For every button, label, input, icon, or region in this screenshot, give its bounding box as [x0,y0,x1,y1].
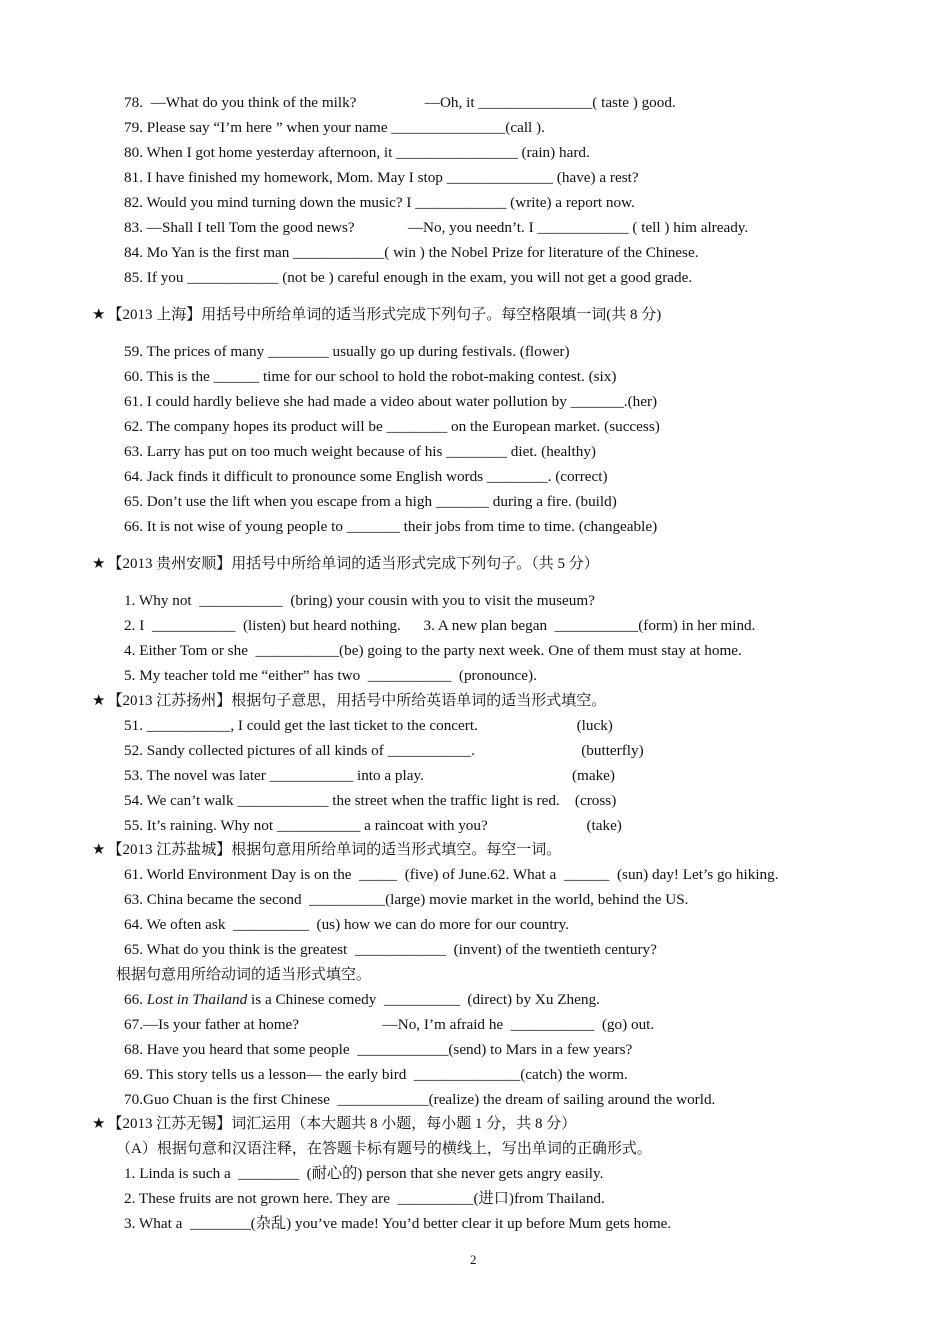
question-69: 69. This story tells us a lesson— the early bird ______________(catch) the worm. [124,1066,628,1083]
question-65: 65. Don’t use the lift when you escape from a high _______ during a fire. (build) [124,493,617,510]
question-70: 70.Guo Chuan is the first Chinese ____________(realize) the dream of sailing around the world. [124,1091,716,1108]
question-62: 62. The company hopes its product will be ________ on the European market. (success) [124,418,660,435]
question-64: 64. We often ask __________ (us) how we can do more for our country. [124,916,570,933]
question-2: 2. These fruits are not grown here. They are __________(进口)from Thailand. [124,1190,605,1207]
question-85: 85. If you ____________ (not be ) careful enough in the exam, you will not get a good grade. [124,269,693,286]
star-icon: ★ [92,842,106,858]
question-63: 63. China became the second __________(large) movie market in the world, behind the US. [124,891,689,908]
question-5: 5. My teacher told me “either” has two ___________ (pronounce). [124,667,537,684]
question-61: 61. I could hardly believe she had made a video about water pollution by _______.(her) [124,393,658,410]
section-heading-wuxi [92,1114,576,1134]
question-1: 1. Linda is such a ________ (耐心的) person that she never gets angry easily. [124,1165,604,1182]
question-1: 1. Why not ___________ (bring) your cousin with you to visit the museum? [124,592,595,609]
star-icon: ★ [92,556,106,572]
star-icon: ★ [92,693,106,709]
question-83: 83. —Shall I tell Tom the good news? —No, you needn’t. I ____________ ( tell ) him already. [124,219,749,236]
question-79: 79. Please say “I’m here ” when your name _______________(call ). [124,119,545,136]
heading-text: 【2013 江苏盐城】根据句意用所给单词的适当形式填空。每空一词。 [107,842,562,858]
question-51: 51. ___________, I could get the last ticket to the concert. (luck) [124,717,613,734]
question-53: 53. The novel was later ___________ into a play. (make) [124,767,615,784]
question-4: 4. Either Tom or she ___________(be) going to the party next week. One of them must stay at home. [124,642,742,659]
question-84: 84. Mo Yan is the first man ____________( win ) the Nobel Prize for literature of the Chinese. [124,244,699,261]
question-66: 66. It is not wise of young people to _______ their jobs from time to time. (changeable) [124,518,658,535]
question-3: 3. What a ________(杂乱) you’ve made! You’d better clear it up before Mum gets home. [124,1215,672,1232]
question-text: is a Chinese comedy __________ (direct) by Xu Zheng. [247,991,600,1008]
question-54: 54. We can’t walk ____________ the street when the traffic light is red. (cross) [124,792,617,809]
page-number: 2 [470,1252,477,1267]
instruction-subheading: （A）根据句意和汉语注释，在答题卡标有题号的横线上，写出单词的正确形式。 [116,1141,652,1157]
question-67: 67.—Is your father at home? —No, I’m afraid he ___________ (go) out. [124,1016,655,1033]
section-heading-yancheng [92,840,561,860]
instruction-subheading: 根据句意用所给动词的适当形式填空。 [116,967,372,983]
star-icon: ★ [92,307,106,323]
question-63: 63. Larry has put on too much weight because of his ________ diet. (healthy) [124,443,596,460]
question-55: 55. It’s raining. Why not ___________ a raincoat with you? (take) [124,817,622,834]
question-52: 52. Sandy collected pictures of all kinds of ___________. (butterfly) [124,742,644,759]
star-icon: ★ [92,1116,106,1132]
movie-title: Lost in Thailand [146,991,248,1008]
heading-text: 【2013 江苏无锡】词汇运用（本大题共 8 小题，每小题 1 分，共 8 分） [107,1116,577,1132]
question-61-62: 61. World Environment Day is on the _____ (five) of June.62. What a ______ (sun) day! Let’s go hiking. [124,866,779,883]
question-64: 64. Jack finds it difficult to pronounce some English words ________. (correct) [124,468,608,485]
question-2-3: 2. I ___________ (listen) but heard nothing. 3. A new plan began ___________(form) in her mind. [124,617,756,634]
question-60: 60. This is the ______ time for our school to hold the robot-making contest. (six) [124,368,617,385]
question-80: 80. When I got home yesterday afternoon, it ________________ (rain) hard. [124,144,590,161]
question-number: 66. [124,991,147,1008]
section-heading-yangzhou [92,691,606,711]
question-81: 81. I have finished my homework, Mom. May I stop ______________ (have) a rest? [124,169,639,186]
section-heading-shanghai [92,305,661,325]
heading-text: 【2013 江苏扬州】根据句子意思，用括号中所给英语单词的适当形式填空。 [107,693,607,709]
question-78: 78. —What do you think of the milk? —Oh, it _______________( taste ) good. [124,94,676,111]
question-65: 65. What do you think is the greatest ____________ (invent) of the twentieth century? [124,941,657,958]
section-heading-guizhou [92,554,599,574]
question-68: 68. Have you heard that some people ____________(send) to Mars in a few years? [124,1041,633,1058]
question-59: 59. The prices of many ________ usually go up during festivals. (flower) [124,343,570,360]
heading-text: 【2013 上海】用括号中所给单词的适当形式完成下列句子。每空格限填一词(共 8 分) [107,307,662,323]
question-66 [124,990,600,1010]
question-82: 82. Would you mind turning down the music? I ____________ (write) a report now. [124,194,635,211]
heading-text: 【2013 贵州安顺】用括号中所给单词的适当形式完成下列句子。（共 5 分） [107,556,599,572]
